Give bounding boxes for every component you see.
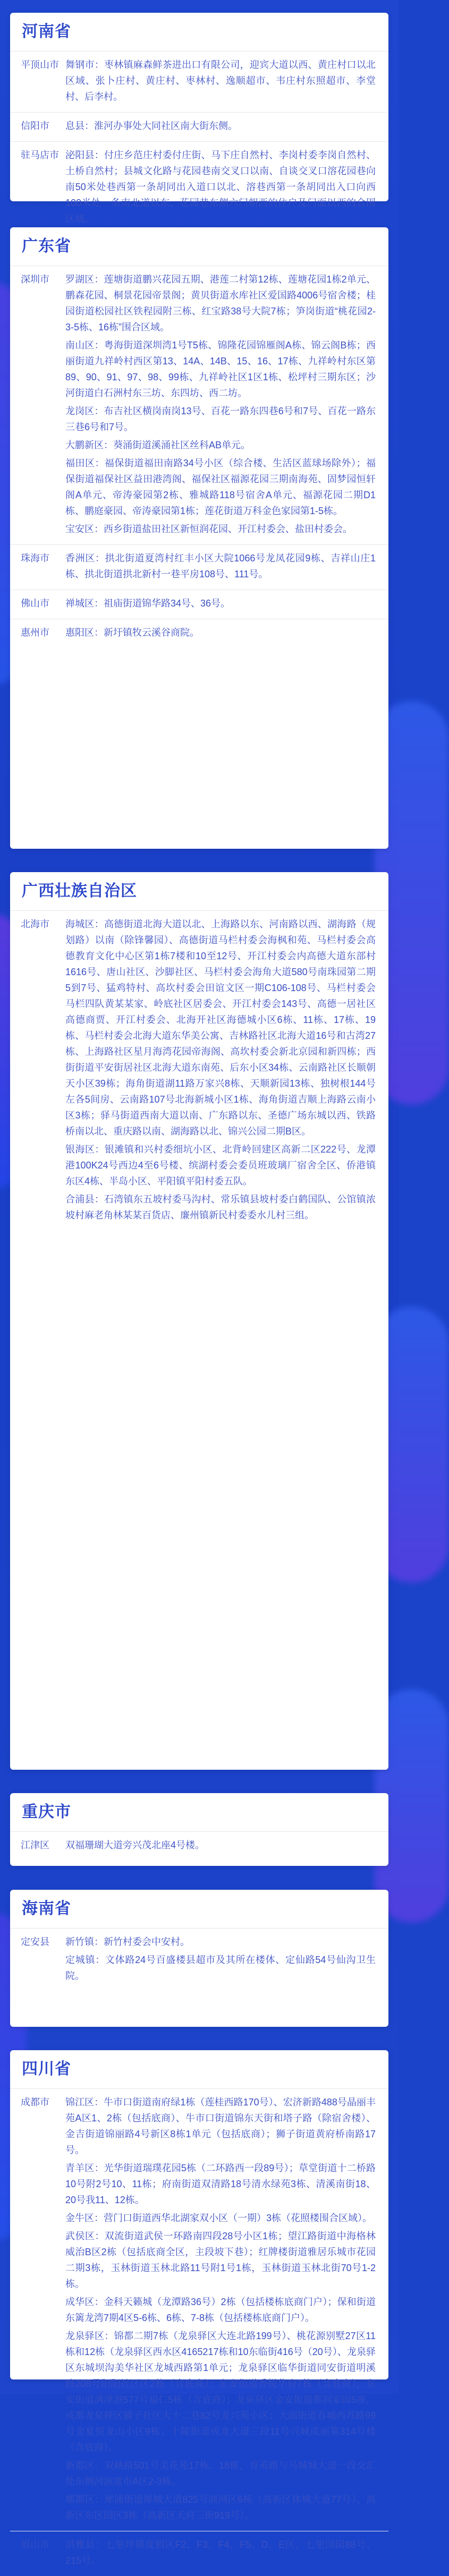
- city-name: 深圳市: [21, 274, 49, 285]
- district-text: 泌阳县：付庄乡范庄村委付庄街、马下庄自然村、李岗村委李岗自然村、土桥自然村；县城文化路与花园巷南交叉口以南、自谈交叉口溶花园巷向南50米处巷西第一条胡同出入道口以北、溶巷西第一条胡同出入口向西100米处一条南北道以东、花园巷东侧六门朝西的住户及门面以西的合围区域。: [65, 150, 376, 224]
- district-text: 银海区：银滩镇和兴村委细坑小区、北背岭回建区高新二区222号、龙潭港100K24号西边4至6号楼、缤湖村委会委员班玻璃厂宿舍全区、侨港镇东区4栋、半岛小区、平阳镇平阳村委五队。: [65, 1144, 376, 1187]
- province-card-hainan: [10, 1890, 388, 2027]
- city-row: [10, 590, 388, 619]
- district-text: 惠阳区：新圩镇牧云溪谷商院。: [65, 627, 199, 638]
- province-card-henan: [10, 13, 388, 224]
- city-name: 北海市: [21, 919, 49, 929]
- city-row: [10, 266, 388, 545]
- district-text: 宝安区：西乡街道盐田社区新恒润花园、开江村委会、盐田村委会。: [65, 524, 352, 534]
- city-name: 定安县: [21, 1937, 49, 1947]
- district-text: 新竹镇：新竹村委会中安村。: [65, 1937, 190, 1947]
- city-name: 成都市: [21, 2097, 49, 2108]
- province-card-guangdong: [10, 227, 388, 849]
- district-text: 龙泉驿区：锦都二期7栋（龙泉驿区大连北路199号）、桃花源别墅27区11栋和12栋（龙泉驿区西水区4165217栋和10东临街416号（20号）、龙泉驿区东城坝沟美华社区龙城西路第1单元；龙泉驿区临华街道同安街道明溪路208号阳阳社区区2栋（含底商）；东安街道香悦华府7栋（含底商），东安街道满津港577号福仁5栋（含底商）；龙泉驿区金安街道都润家园5座，成都龙泉驿区铺子社区大十二巷82号龙兴苑小区；大面街道春城西苏路99号金夏悦龙山小区9栋；十陵街道成龙大道三段11号兴城成丽第314号楼（含底商）。: [65, 2331, 376, 2453]
- district-text: 禅城区：祖庙街道锦华路34号、36号。: [65, 598, 231, 609]
- city-name: 平顶山市: [21, 59, 59, 70]
- city-row: [10, 911, 388, 1231]
- district-text: 武侯区：双流街道武侯一环路南四段28号小区1栋；望江路街道中海格林威治B区2栋（包括底商全区，主段坡下巷）；红牌楼街道雅居乐城市花园二期3栋，玉林街道玉林北路11号附1号1栋，玉林街道玉林北街70号1-2栋。: [65, 2231, 376, 2289]
- district-text: 福田区：福保街道福田南路34号小区（综合楼、生活区蓝球场除外）；福保街道福保社区益田港湾阁、福保社区福源花园三期南海苑、固梦园恒轩阁A单元、帝涛豪园第2栋、雅城路118号宿舍A单元、福源花园二期D1栋、鹏庭豪园、帝涛豪园第1栋；莲花街道万科金色家园第1-5栋。: [65, 458, 376, 516]
- district-text: 大鹏新区：葵涌街道溪涌社区丝科AB单元。: [65, 440, 251, 450]
- province-title: 重庆市: [10, 1793, 388, 1832]
- city-name: 驻马店市: [21, 150, 59, 160]
- district-text: 罗湖区：莲塘街道鹏兴花园五期、港莲二村第12栋、莲塘花园1栋2单元、鹏森花园、桐景花园帝景阁；黄贝街道水库社区爱国路4006号宿舍楼；桂园街道松园社区铁程园附三栋、红宝路38号大院7栋；笋岗街道“桃花园2-3-5栋、16栋”围合区域。: [65, 274, 376, 332]
- city-row: [10, 1832, 388, 1861]
- province-card-sichuan: [10, 2050, 388, 2566]
- district-text: 香洲区：拱北街道夏湾村红丰小区大院1066号龙凤花园9栋、吉祥山庄1栋、拱北街道拱北新村一巷平房108号、111号。: [65, 553, 376, 579]
- district-text: 海城区：高德街道北海大道以北、上海路以东、河南路以西、湖海路（规划路）以南（除锋馨园）、高德街道马栏村委会海枫和苑、马栏村委会高德教育文化中心区第1栋7楼和10至12号、开江村委会内高德大道东部村1616号、唐山社区、沙脚社区、马栏村委会海角大道580号南珠园第二期5到7号、猛鸡特村、高坎村委会田谊文区一期C106-108号、马栏村委会马栏四队黄某某家、岭底社区居委会、开江村委会143号、高德一居社区高德商贾、开江村委会、北海开社区海德城小区6栋、11栋、17栋、19栋、马栏村委会北海大道东华美公寓、吉林路社区北海大道16号和古湾27栋、上海路社区星月海湾花园帝海阁、高坎村委会新北京园和新四栋；西街街道平安街居社区北海大道东南苑、后东小区34栋、云南路社区长顺朝天小区39栋；海角街道湖11路万家兴8栋、天顺新园13栋、独树根144号左各5间房、云南路107号北海新城小区1栋、海角街道吉顺上海路云南小区3栋；驿马街道西南大道以南、广东路以东、圣德广场东城以西、铁路桥南以北、重庆路以南、湖海路以北、锦兴公园二期B区。: [65, 919, 376, 1137]
- city-row: [10, 1929, 388, 1991]
- city-name: 佛山市: [21, 598, 49, 609]
- city-name: 江津区: [21, 1840, 49, 1850]
- province-card-guangxi: [10, 872, 388, 1770]
- district-text: 南山区：粤海街道深圳湾1号T5栋、锦隆花园锦雁阁A栋、锦云阁B栋；西丽街道九祥岭村西区第13、14A、14B、15、16、17栋、九祥岭村东区第89、90、91、97、98、99栋、九祥岭社区1区1栋、松坪村三期东区；沙河街道白石洲村东三坊、东四坊、西二坊。: [65, 340, 376, 398]
- district-text: 息县：淮河办事处大同社区南大街东侧。: [65, 121, 238, 131]
- city-name: 珠海市: [21, 553, 49, 564]
- city-row: [10, 2089, 388, 2531]
- district-text: 锦江区：牛市口街道南府绿1栋（莲桂西路170号）、宏济新路488号晶丽丰苑A区1、2栋（包括底商）、牛市口街道锦东天街和塔子路（除宿舍楼）、金吉街道锦丽路4号新区8栋1单元（包括底商）；狮子街道黄府桥南路17号。: [65, 2097, 376, 2155]
- district-text: 定城镇：文体路24号百盛楼县超市及其所在楼体、定仙路54号仙沟卫生院。: [65, 1955, 376, 1981]
- province-title: 海南省: [10, 1890, 388, 1929]
- district-text: 成华区：金科天籁城（龙潭路36号）2栋（包括楼栋底商门户）；保和街道东篱龙湾7期4区5-6栋、6栋、7-8栋（包括楼栋底商门户）。: [65, 2297, 376, 2323]
- city-row: [10, 113, 388, 142]
- city-row: [10, 2531, 388, 2576]
- province-title: 河南省: [10, 13, 388, 52]
- city-row: [10, 142, 388, 234]
- city-row: [10, 545, 388, 590]
- province-title: 广东省: [10, 227, 388, 266]
- city-name: 眉山市: [21, 2539, 49, 2550]
- province-card-chongqing: [10, 1793, 388, 1866]
- district-text: 龙岗区：布吉社区横岗南岗13号、百花一路东四巷6号和7号、百花一路东三巷6号和7号。: [65, 406, 376, 432]
- province-title: 四川省: [10, 2050, 388, 2089]
- district-text: 郫都区：犀浦街道犀城大道825号商网区6栋（高新区体城大道77号）、高新区东区园区3栋（高新区天府三街919号）。: [65, 2494, 376, 2521]
- district-text: 青羊区：光华街道瑞璞花园5栋（二环路西一段89号）；草堂街道十二桥路10号附2号10、11栋；府南街道双清路18号清水绿苑3栋、清溪南街18、20号我11、12栋。: [65, 2163, 376, 2205]
- city-name: 惠州市: [21, 627, 49, 638]
- city-row: [10, 52, 388, 113]
- district-text: 洪雅县：七里坪镇度假区F2、F3、F4、F5、D、E区，七里国园88号、215号。: [65, 2539, 376, 2566]
- district-text: 双福珊瑚大道旁兴茂北座4号楼。: [65, 1840, 205, 1850]
- city-row: [10, 619, 388, 648]
- district-text: 合浦县：石湾镇东五坡村委马沟村、常乐镇县坡村委白鹤国队、公馆镇浓坡村麻老角林某某百货店、廉州镇新民村委委水儿村三组。: [65, 1194, 376, 1221]
- city-name: 信阳市: [21, 121, 49, 131]
- district-text: 新都区：双峡路501号美花苑17栋、18栋，育英路与马城城大道一段交汇处东侧河滨宽市A区2-3栋。: [65, 2460, 376, 2487]
- district-text: 舞钢市：枣林镇麻森鲜茶进出口有限公司，迎宾大道以西、黄庄村口以北区域、张卜庄村、黄庄村、枣林村、逸顺超市、韦庄村东照超市、李堂村、后李村。: [65, 59, 376, 102]
- province-title: 广西壮族自治区: [10, 872, 388, 911]
- district-text: 金牛区：营门口街道西华北湖家双小区（一期）3栋（花照楼围合区域）。: [65, 2213, 372, 2223]
